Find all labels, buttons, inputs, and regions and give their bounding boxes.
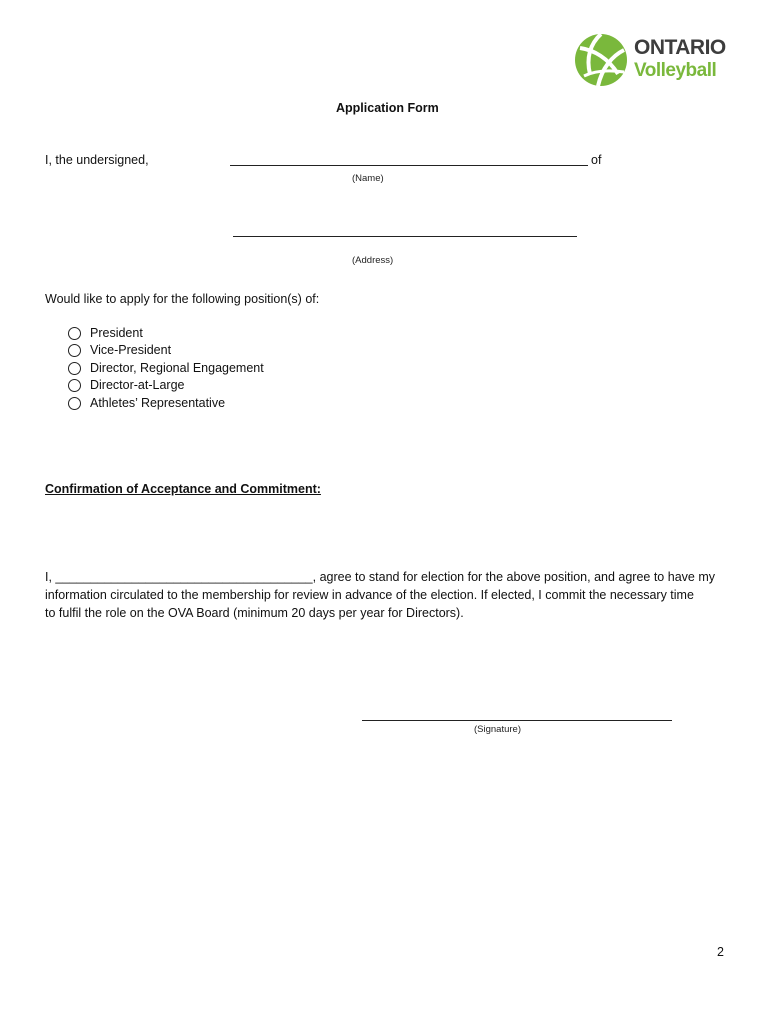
confirmation-paragraph <box>45 568 735 622</box>
form-title: Application Form <box>336 101 439 115</box>
position-label-athletes-representative: Athletes’ Representative <box>90 396 226 410</box>
name-caption: (Name) <box>352 173 384 184</box>
undersigned-label: I, the undersigned, <box>45 153 149 167</box>
position-label-president: President <box>90 326 143 340</box>
of-label: of <box>591 153 602 167</box>
position-label-director-at-large: Director-at-Large <box>90 378 185 392</box>
position-label-vice-president: Vice-President <box>90 343 172 357</box>
confirmation-heading: Confirmation of Acceptance and Commitment: <box>45 482 321 496</box>
volleyball-icon <box>572 30 630 90</box>
address-input-line[interactable] <box>233 236 577 237</box>
ontario-volleyball-logo <box>572 30 726 92</box>
confirmation-line-1: I, _____________________________________, agree to stand for election for the above position, and agree to have my <box>45 570 715 584</box>
radio-director-regional-engagement[interactable] <box>68 362 81 375</box>
radio-director-at-large[interactable] <box>68 379 81 392</box>
position-label-director-regional-engagement: Director, Regional Engagement <box>90 361 264 375</box>
radio-president[interactable] <box>68 327 81 340</box>
name-input-line[interactable] <box>230 165 588 166</box>
confirmation-line-3: to fulfil the role on the OVA Board (minimum 20 days per year for Directors). <box>45 606 464 620</box>
address-caption: (Address) <box>352 255 394 266</box>
radio-vice-president[interactable] <box>68 344 81 357</box>
page-number: 2 <box>717 945 724 959</box>
signature-input-line[interactable] <box>362 720 672 721</box>
confirmation-line-2: information circulated to the membership for review in advance of the election. If elected, I commit the necessary time <box>45 588 694 602</box>
logo-text-ontario: ONTARIO <box>634 36 726 59</box>
signature-caption: (Signature) <box>474 724 521 735</box>
apply-prompt: Would like to apply for the following position(s) of: <box>45 292 320 306</box>
logo-text-volleyball: Volleyball <box>634 60 717 81</box>
radio-athletes-representative[interactable] <box>68 397 81 410</box>
